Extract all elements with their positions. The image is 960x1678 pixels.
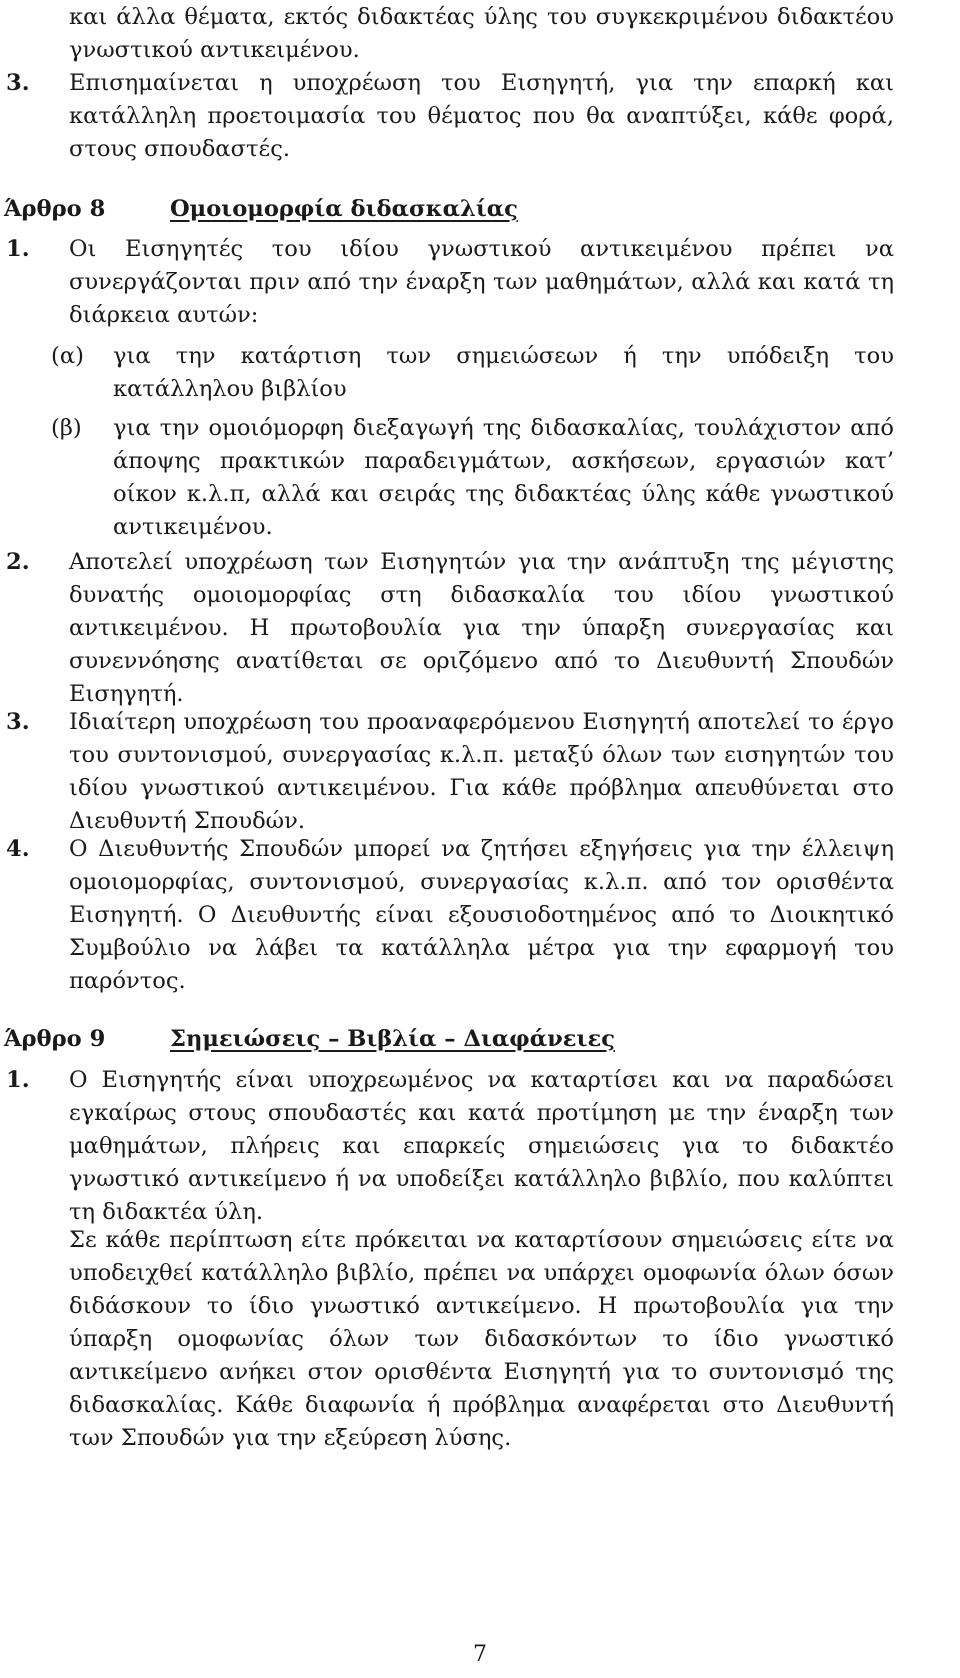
sub-item-a (51, 340, 894, 406)
item-text: Επισημαίνεται η υποχρέωση του Εισηγητή, για την επαρκή και κατάλληλη προετοιμασία του θέματος που θα αναπτύξει, κάθε φορά, στους σπουδαστές. (69, 70, 894, 162)
item-number: 4. (6, 836, 30, 862)
sub-item-b (51, 412, 894, 544)
article-9-paragraph: Σε κάθε περίπτωση είτε πρόκειται να καταρτίσουν σημειώσεις είτε να υποδειχθεί κατάλληλο βιβλίο, πρέπει να υπάρχει ομοφωνία όλων όσων διδάσκουν το ίδιο γνωστικό αντικείμενο. Η πρωτοβουλία για την ύπαρξη ομοφωνίας όλων των διδασκόντων το ίδιο γνωστικό αντικείμενο ανήκει στον ορισθέντα Εισηγητή για το συντονισμό της διδασκαλίας. Κάθε διαφωνία ή πρόβλημα αναφέρεται στο Διευθυντή των Σπουδών για την εξεύρεση λύσης. (69, 1227, 894, 1451)
item-text: Αποτελεί υποχρέωση των Εισηγητών για την ανάπτυξη της μέγιστης δυνατής ομοιομορφίας στη διδασκαλία του ιδίου γνωστικού αντικειμένου. Η πρωτοβουλία για την ύπαρξη συνεργασίας και συνεννόησης ανατίθεται σε οριζόμενο από το Διευθυντή Σπουδών Εισηγητή. (69, 549, 894, 707)
article-9-item-1 (6, 1064, 894, 1229)
article-8-item-4 (6, 833, 894, 998)
item-number: 3. (6, 709, 30, 735)
article-label: Άρθρο 8 (4, 196, 106, 222)
continuation-text: και άλλα θέματα, εκτός διδακτέας ύλης του συγκεκριμένου διδακτέου γνωστικού αντικειμένου. (69, 4, 894, 63)
sub-item-text: για την ομοιόμορφη διεξαγωγή της διδασκαλίας, τουλάχιστον από άποψης πρακτικών παραδειγμάτων, ασκήσεων, εργασιών κατ’ οίκον κ.λ.π, αλλά και σειράς της διδακτέας ύλης κάθε γνωστικού αντικειμένου. (113, 415, 894, 540)
prev-item-3 (6, 67, 894, 166)
item-number: 1. (6, 236, 30, 262)
item-text: Ο Διευθυντής Σπουδών μπορεί να ζητήσει εξηγήσεις για την έλλειψη ομοιομορφίας, συντονισμού, συνεργασίας κ.λ.π. από τον ορισθέντα Εισηγητή. Ο Διευθυντής είναι εξουσιοδοτημένος από το Διοικητικό Συμβούλιο να λάβει τα κατάλληλα μέτρα για την εφαρμογή του παρόντος. (69, 836, 894, 994)
item-text: Ο Εισηγητής είναι υποχρεωμένος να καταρτίσει και να παραδώσει εγκαίρως στους σπουδαστές και κατά προτίμηση με την έναρξη των μαθημάτων, πλήρεις και επαρκείς σημειώσεις για το διδακτέο γνωστικό αντικείμενο ή να υποδείξει κατάλληλο βιβλίο, που καλύπτει τη διδακτέα ύλη. (69, 1067, 894, 1225)
article-8-item-2 (6, 546, 894, 711)
item-number: 2. (6, 549, 30, 575)
item-text: Ιδιαίτερη υποχρέωση του προαναφερόμενου Εισηγητή αποτελεί το έργο του συντονισμού, συνεργασίας κ.λ.π. μεταξύ όλων των εισηγητών του ιδίου γνωστικού αντικειμένου. Για κάθε πρόβλημα απευθύνεται στο Διευθυντή Σπουδών. (69, 709, 894, 834)
item-text: Οι Εισηγητές του ιδίου γνωστικού αντικειμένου πρέπει να συνεργάζονται πριν από την έναρξη των μαθημάτων, αλλά και κατά τη διάρκεια αυτών: (69, 236, 894, 328)
article-title: Ομοιομορφία διδασκαλίας (170, 196, 518, 222)
sub-item-text: για την κατάρτιση των σημειώσεων ή την υπόδειξη του κατάλληλου βιβλίου (113, 343, 894, 402)
article-label: Άρθρο 9 (4, 1026, 106, 1052)
item-number: 1. (6, 1067, 30, 1093)
page-number: 7 (473, 1642, 487, 1667)
article-8-item-3 (6, 706, 894, 838)
item-number: 3. (6, 70, 30, 96)
sub-item-marker: (β) (51, 415, 82, 441)
article-title: Σημειώσεις – Βιβλία – Διαφάνειες (170, 1026, 615, 1052)
sub-item-marker: (α) (51, 343, 84, 369)
article-8-item-1 (6, 233, 894, 332)
